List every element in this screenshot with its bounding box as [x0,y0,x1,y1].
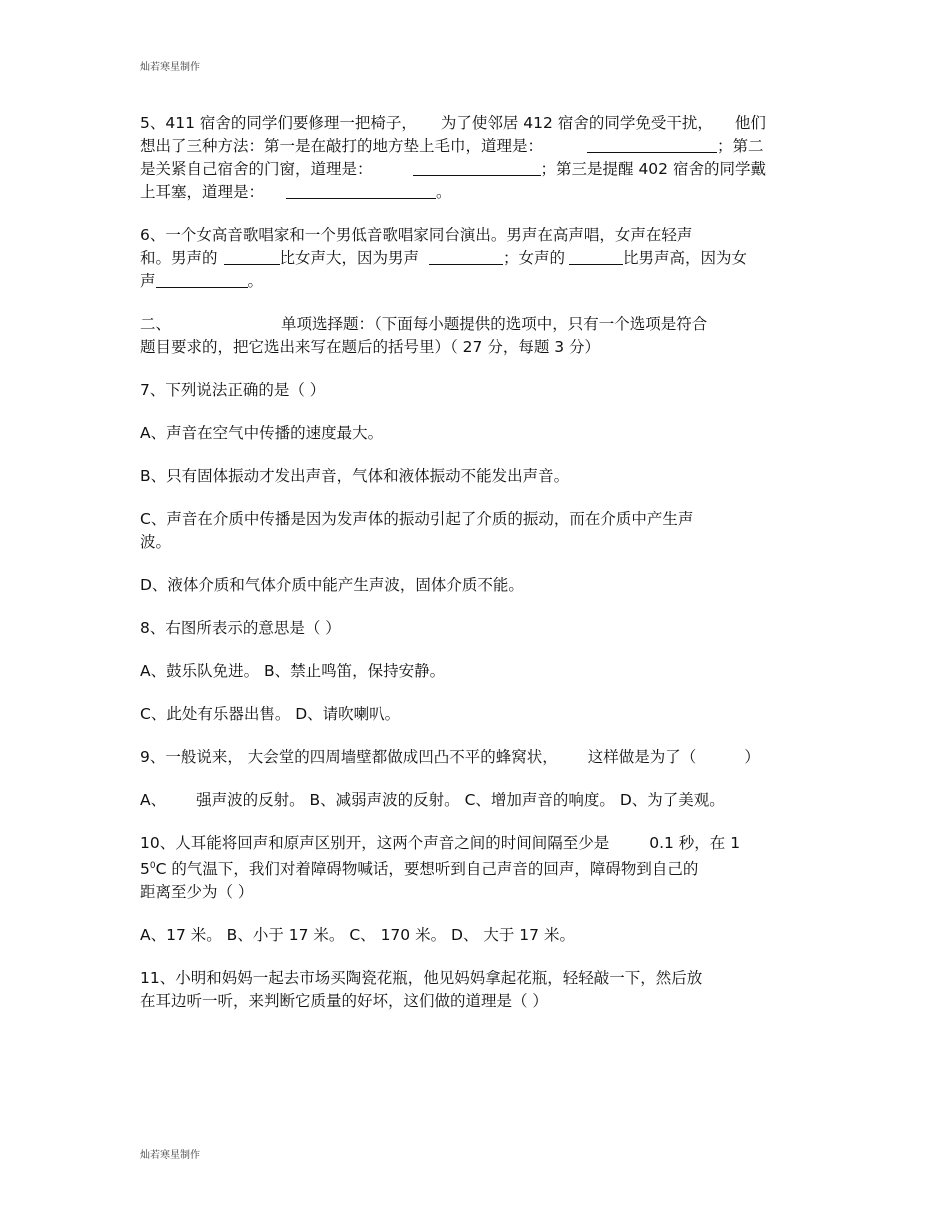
q7-option-b: B、只有固体振动才发出声音，气体和液体振动不能发出声音。 [140,467,570,485]
q6-blank-3[interactable] [569,247,623,265]
question-9-stem: 9、一般说来， 大会堂的四周墙壁都做成凹凸不平的蜂窝状， 这样做是为了（ ） [140,748,760,766]
question-5 [140,112,810,204]
q5-blank-2[interactable] [413,158,541,176]
question-11-stem: 11、小明和妈妈一起去市场买陶瓷花瓶，他见妈妈拿起花瓶，轻轻敲一下，然后放 在耳边听一听，来判断它质量的好坏，这们做的道理是（ ） [140,969,703,1011]
q6-line-2: 和。男声的 比女声大，因为男声 ；女声的 比男声高，因为女 [140,249,748,267]
q5-line-3: 是关紧自己宿舍的门窗，道理是： ；第三是提醒 402 宿舍的同学戴 [140,160,766,178]
q5-blank-1[interactable] [587,135,717,153]
q6-blank-1[interactable] [224,247,280,265]
q5-blank-3[interactable] [286,181,436,199]
page-footer: 灿若寒星制作 [140,1150,200,1161]
q6-blank-4[interactable] [156,270,248,288]
q7-option-a: A、声音在空气中传播的速度最大。 [140,424,384,442]
q7-option-c: C、声音在介质中传播是因为发声体的振动引起了介质的振动，而在介质中产生声 波。 [140,510,694,551]
q6-line-3: 声 。 [140,272,264,290]
q6-blank-2[interactable] [429,247,503,265]
document-body [140,112,810,1013]
q10-options: A、17 米。 B、小于 17 米。 C、 170 米。 D、 大于 17 米。 [140,926,575,945]
question-10-stem: 10、人耳能将回声和原声区别开，这两个声音之间的时间间隔至少是 0.1 秒，在 1 $5^0C$ 的气温下，我们对着障碍物喊话，要想听到自己声音的回声，障碍物到自己的 距离至少为（ ） [140,834,741,902]
q5-line-2: 想出了三种方法：第一是在敲打的地方垫上毛巾，道理是： ；第二 [140,137,764,155]
q8-options-ab: A、鼓乐队免进。 B、禁止鸣笛，保持安静。 [140,662,446,680]
q5-line-1: 5、411 宿舍的同学们要修理一把椅子， 为了使邻居 412 宿舍的同学免受干扰， 他们 [140,114,766,132]
question-7-stem: 7、下列说法正确的是（ ） [140,381,326,399]
question-6: 6、一个女高音歌唱家和一个男低音歌唱家同台演出。男声在高声唱，女声在轻声 和。男声的 比女声大，因为男声 ；女声的 比男声高，因为女 声 。 [140,224,810,293]
page-header: 灿若寒星制作 [140,62,200,73]
q9-options: A、 强声波的反射。 B、减弱声波的反射。 C、增加声音的响度。 D、为了美观。 [140,791,725,809]
section-2-heading: 二、 单项选择题：（下面每小题提供的选项中，只有一个选项是符合 题目要求的，把它选出来写在题后的括号里）（ 27 分，每题 3 分） [140,315,708,356]
q7-option-d: D、液体介质和气体介质中能产生声波，固体介质不能。 [140,576,524,594]
q5-line-4: 上耳塞，道理是： 。 [140,183,452,201]
question-8-stem: 8、右图所表示的意思是（ ） [140,619,341,637]
q8-options-cd: C、此处有乐器出售。 D、请吹喇叭。 [140,705,401,723]
